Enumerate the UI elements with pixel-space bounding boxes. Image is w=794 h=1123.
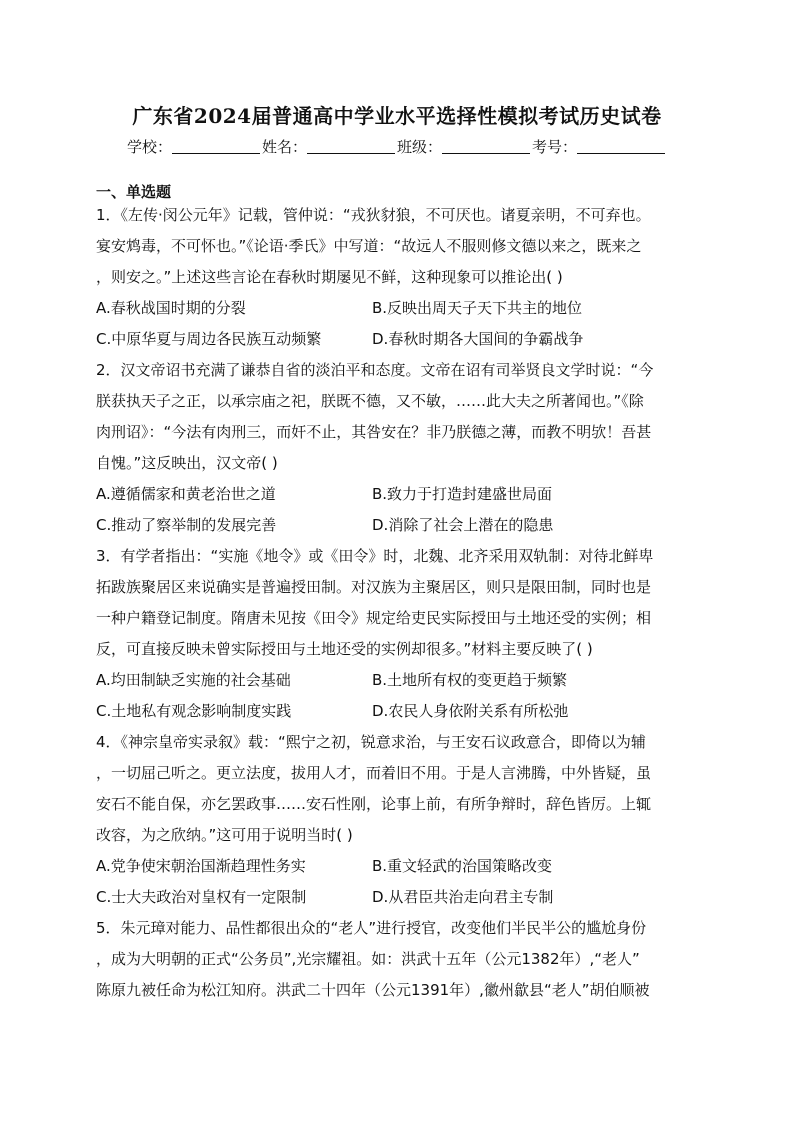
question-text-line: 5．朱元璋对能力、品性都很出众的“老人”进行授官，改变他们半民半公的尴尬身份: [96, 919, 647, 937]
question-text-line: 拓跋族聚居区来说确实是普遍授田制。对汉族为主聚居区，则只是限田制，同时也是: [96, 578, 652, 596]
question-text-line: 3．有学者指出：“实施《地令》或《田令》时，北魏、北齐采用双轨制：对待北鲜卑: [96, 547, 654, 565]
options-row: [96, 510, 696, 541]
options-row: [96, 665, 696, 696]
option-a[interactable]: A.春秋战国时期的分裂: [96, 299, 246, 317]
option-c[interactable]: C.士大夫政治对皇权有一定限制: [96, 888, 307, 906]
question-text-line: 宴安鸩毒，不可怀也。”《论语·季氏》中写道：“故远人不服则修文德以来之，既来之: [96, 237, 642, 255]
question-text-line: 1．《左传·闵公元年》记载，管仲说：“戎狄豺狼，不可厌也。诸夏亲明，不可弃也。: [96, 206, 651, 224]
class-blank[interactable]: [442, 139, 530, 154]
question-text-line: 朕获执天子之正，以承宗庙之祀，朕既不德，又不敏，……此大夫之所著闻也。”《除: [96, 392, 644, 410]
option-b[interactable]: B.土地所有权的变更趋于频繁: [372, 671, 568, 689]
options-row: [96, 851, 696, 882]
options-row: [96, 479, 696, 510]
option-a[interactable]: A.党争使宋朝治国渐趋理性务实: [96, 857, 306, 875]
exam-number-label: 考号：: [532, 138, 578, 156]
option-b[interactable]: B.反映出周天子天下共主的地位: [372, 299, 583, 317]
class-label: 班级：: [397, 138, 443, 156]
question: [96, 727, 696, 913]
option-b[interactable]: B.重文轻武的治国策略改变: [372, 857, 553, 875]
question-text-line: 陈原九被任命为松江知府。洪武二十四年（公元1391年）,徽州歙县“老人”胡伯顺被: [96, 981, 650, 999]
question: [96, 541, 696, 727]
option-c[interactable]: C.中原华夏与周边各民族互动频繁: [96, 330, 322, 348]
options-row: [96, 293, 696, 324]
exam-number-blank[interactable]: [577, 139, 665, 154]
name-label: 姓名：: [261, 138, 307, 156]
name-blank[interactable]: [307, 139, 395, 154]
question-text-line: 自愧。”这反映出，汉文帝( ): [96, 454, 278, 472]
question-text-line: ，则安之。”上述这些言论在春秋时期屡见不鲜，这种现象可以推论出( ): [96, 268, 563, 286]
option-d[interactable]: D.春秋时期各大国间的争霸战争: [372, 330, 584, 348]
option-a[interactable]: A.遵循儒家和黄老治世之道: [96, 485, 276, 503]
option-b[interactable]: B.致力于打造封建盛世局面: [372, 485, 553, 503]
option-c[interactable]: C.土地私有观念影响制度实践: [96, 702, 292, 720]
questions: [96, 200, 696, 1006]
options-row: [96, 696, 696, 727]
question-text-line: 反，可直接反映未曾实际授田与土地还受的实例却很多。”材料主要反映了( ): [96, 640, 593, 658]
option-d[interactable]: D.农民人身依附关系有所松弛: [372, 702, 569, 720]
question-text-line: ，成为大明朝的正式“公务员”,光宗耀祖。如：洪武十五年（公元1382年）,“老人”: [96, 950, 640, 968]
options-row: [96, 324, 696, 355]
options-row: [96, 882, 696, 913]
option-d[interactable]: D.消除了社会上潜在的隐患: [372, 516, 554, 534]
school-blank[interactable]: [172, 139, 260, 154]
question: [96, 355, 696, 541]
question: [96, 913, 696, 1006]
question-text-line: 4．《神宗皇帝实录叙》载：“熙宁之初，锐意求治，与王安石议政意合，即倚以为辅: [96, 733, 646, 751]
question-text-line: 改容，为之欣纳。”这可用于说明当时( ): [96, 826, 353, 844]
question-text-line: ，一切屈己听之。更立法度，拔用人才，而着旧不用。于是人言沸腾，中外皆疑，虽: [96, 764, 652, 782]
school-label: 学校：: [126, 138, 172, 156]
option-d[interactable]: D.从君臣共治走向君主专制: [372, 888, 554, 906]
question: [96, 200, 696, 355]
question-text-line: 一种户籍登记制度。隋唐未见按《田令》规定给吏民实际授田与土地还受的实例；相: [96, 609, 652, 627]
question-text-line: 肉刑诏》：“今法有肉刑三，而奸不止，其咎安在？非乃朕德之薄，而教不明欤！吾甚: [96, 423, 652, 441]
option-c[interactable]: C.推动了察举制的发展完善: [96, 516, 277, 534]
question-text-line: 2．汉文帝诏书充满了谦恭自省的淡泊平和态度。文帝在诏有司举贤良文学时说：“今: [96, 361, 654, 379]
question-text-line: 安石不能自保，亦乞罢政事……安石性刚，论事上前，有所争辩时，辞色皆厉。上辄: [96, 795, 652, 813]
section-heading: 一、单选题: [96, 183, 172, 201]
option-a[interactable]: A.均田制缺乏实施的社会基础: [96, 671, 291, 689]
student-info-row: [0, 136, 794, 157]
page-title: 广东省2024届普通高中学业水平选择性模拟考试历史试卷: [132, 104, 662, 128]
